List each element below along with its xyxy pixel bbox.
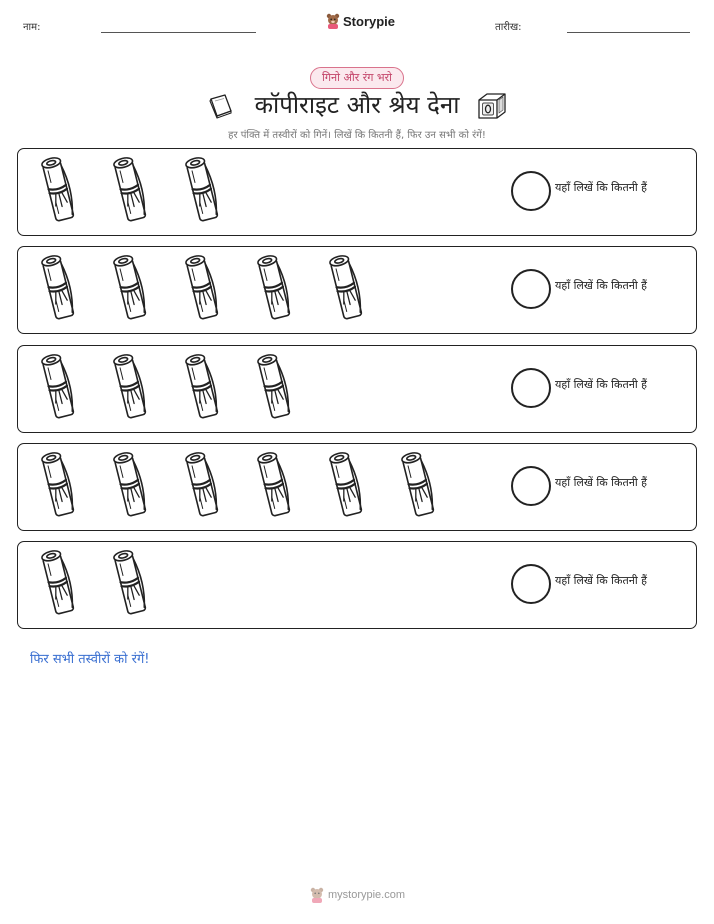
name-label: नाम: [23, 22, 41, 33]
date-label: तारीख: [495, 22, 522, 33]
scroll-icon [244, 352, 316, 422]
site-footer [310, 887, 405, 903]
answer-circle[interactable] [511, 466, 551, 506]
scroll-icon [316, 253, 388, 323]
scroll-icon [100, 253, 172, 323]
scroll-icon [172, 450, 244, 520]
scroll-icon [100, 352, 172, 422]
answer-label: यहाँ लिखें कि कितनी हैं [555, 378, 648, 391]
answer-circle[interactable] [511, 368, 551, 408]
scroll-icon [28, 253, 100, 323]
scroll-group [28, 352, 316, 422]
scroll-icon [28, 155, 100, 225]
brand-logo [326, 13, 395, 29]
scroll-icon [172, 352, 244, 422]
bear-mascot-icon [310, 887, 324, 903]
scroll-icon [172, 155, 244, 225]
scroll-icon [100, 155, 172, 225]
counting-row [17, 148, 697, 236]
activity-badge: गिनो और रंग भरो [310, 67, 404, 89]
date-line[interactable] [567, 32, 690, 33]
scroll-icon [316, 450, 388, 520]
answer-label: यहाँ लिखें कि कितनी हैं [555, 476, 648, 489]
counting-row [17, 345, 697, 433]
scroll-icon [100, 548, 172, 618]
bear-mascot-icon [326, 13, 340, 29]
scroll-icon [28, 450, 100, 520]
counting-row [17, 246, 697, 334]
color-instruction: फिर सभी तस्वीरों को रंगें! [30, 652, 150, 667]
answer-circle[interactable] [511, 269, 551, 309]
scroll-group [28, 253, 388, 323]
answer-label: यहाँ लिखें कि कितनी हैं [555, 181, 648, 194]
scroll-icon [244, 450, 316, 520]
counting-row [17, 443, 697, 531]
page-title: कॉपीराइट और श्रेय देना [254, 91, 460, 119]
scroll-icon [388, 450, 460, 520]
scroll-icon [28, 548, 100, 618]
scroll-icon [244, 253, 316, 323]
brand-name: Storypie [343, 13, 396, 29]
scroll-group [28, 548, 172, 618]
answer-circle[interactable] [511, 564, 551, 604]
scroll-group [28, 450, 460, 520]
answer-circle[interactable] [511, 171, 551, 211]
site-url: mystorypie.com [328, 889, 406, 901]
counting-row [17, 541, 697, 629]
scroll-icon [28, 352, 100, 422]
answer-label: यहाँ लिखें कि कितनी हैं [555, 574, 648, 587]
scroll-group [28, 155, 244, 225]
letter-block-icon [476, 91, 508, 121]
scroll-icon [172, 253, 244, 323]
scroll-icon [100, 450, 172, 520]
instructions: हर पंक्ति में तस्वीरों को गिनें। लिखें कि कितनी हैं, फिर उन सभी को रंगें! [228, 130, 486, 141]
answer-label: यहाँ लिखें कि कितनी हैं [555, 279, 648, 292]
name-line[interactable] [101, 32, 256, 33]
